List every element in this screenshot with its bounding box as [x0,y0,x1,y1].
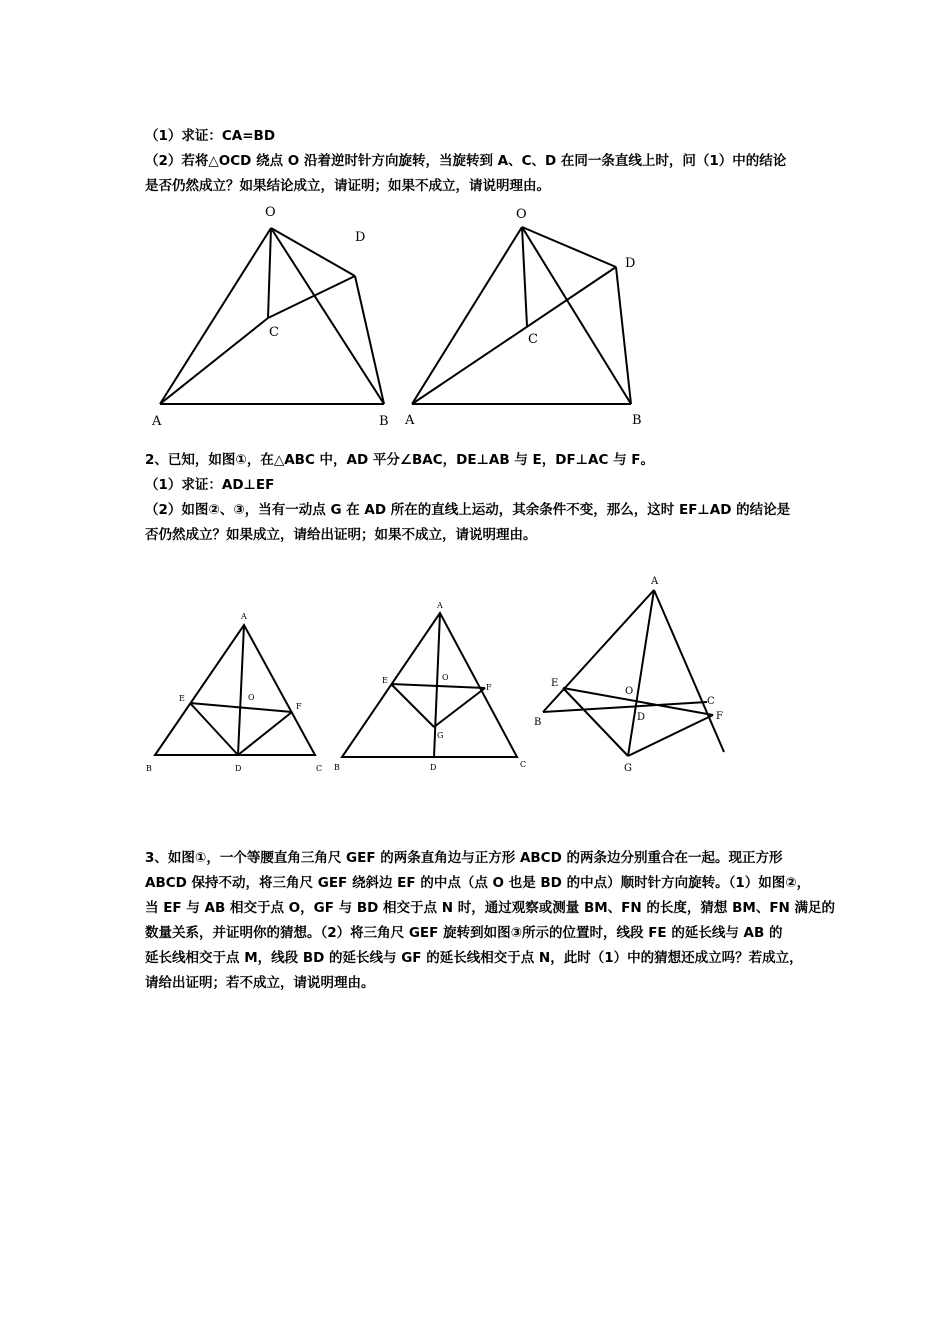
problem2-q2-line1: （2）如图②、③，当有一动点 G 在 AD 所在的直线上运动，其余条件不变，那么，这时 EF⊥AD 的结论是 [145,502,791,518]
label-d: D [235,764,242,773]
label-e: E [382,676,388,685]
segment-od [271,228,355,276]
segment-oc [522,227,527,326]
problem3-line6: 请给出证明；若不成立，请说明理由。 [145,975,375,991]
segment-gf [434,688,485,727]
label-o: O [442,673,449,682]
label-a: A [437,601,443,610]
segment-db [355,276,384,404]
label-b: B [534,717,542,728]
segment-od [522,227,616,267]
label-a: A [241,612,247,621]
label-o: O [516,207,527,222]
figure-1a [140,200,400,435]
problem3-line5: 延长线相交于点 M，线段 BD 的延长线与 GF 的延长线相交于点 N，此时（1）中的猜想还成立吗？若成立， [145,950,803,966]
label-o: O [625,686,634,697]
problem3-line4: 数量关系，并证明你的猜想。（2）将三角尺 GEF 旋转到如图③所示的位置时，线段 FE 的延长线与 AB 的 [145,925,783,941]
label-a: A [651,576,659,587]
label-g: G [624,763,632,774]
triangle-abc [155,625,315,755]
segment-ao [160,228,271,404]
label-c: C [269,325,279,340]
label-e: E [179,694,185,703]
segment-acd [412,267,616,404]
label-d: D [355,230,366,245]
label-f: F [296,702,302,711]
label-f: F [716,711,723,722]
label-o: O [248,693,255,702]
problem2-q2-line2: 否仍然成立？如果成立，请给出证明；如果不成立，请说明理由。 [145,527,537,543]
segment-ac-extended [654,590,724,752]
label-c: C [316,764,323,773]
label-g: G [437,731,444,740]
figure-2a [140,605,340,775]
segment-df [238,712,292,755]
problem3-line2: ABCD 保持不动，将三角尺 GEF 绕斜边 EF 的中点（点 O 也是 BD 的中点）顺时针方向旋转。（1）如图②， [145,875,811,891]
label-c: C [520,760,527,769]
label-a: A [152,414,162,429]
label-a: A [405,413,415,428]
problem3-line1: 3、如图①，一个等腰直角三角尺 GEF 的两条直角边与正方形 ABCD 的两条边分别重合在一起。现正方形 [145,850,783,866]
problem3-line3: 当 EF 与 AB 相交于点 O，GF 与 BD 相交于点 N 时，通过观察或测量 BM、FN 的长度，猜想 BM、FN 满足的 [145,900,836,916]
problem2-intro: 2、已知，如图①，在△ABC 中，AD 平分∠BAC，DE⊥AB 与 E，DF⊥AC 与 F。 [145,452,655,468]
figure-1b [400,200,660,435]
label-c: C [707,696,715,707]
label-b: B [632,413,642,428]
segment-ob [522,227,631,404]
label-f: F [486,683,492,692]
problem1-q2-line1: （2）若将△OCD 绕点 O 沿着逆时针方向旋转，当旋转到 A、C、D 在同一条直线上时，问（1）中的结论 [145,153,787,169]
segment-ob [271,228,384,404]
label-b: B [334,763,340,772]
figure-2c [525,570,740,775]
label-c: C [528,332,538,347]
figure-2b [330,595,540,775]
label-d: D [430,763,437,772]
segment-ad [238,625,244,755]
segment-cd [268,276,355,318]
label-b: B [379,414,389,429]
label-d: D [637,712,646,723]
problem2-q1: （1）求证：AD⊥EF [145,477,275,493]
problem1-q1: （1）求证：CA=BD [145,128,276,144]
segment-ac [160,318,268,404]
segment-ao [412,227,522,404]
segment-de [190,703,238,755]
segment-eg [391,684,434,727]
label-d: D [625,256,636,271]
label-o: O [265,205,276,220]
label-b: B [146,764,152,773]
problem1-q2-line2: 是否仍然成立？如果结论成立，请证明；如果不成立，请说明理由。 [145,178,550,194]
segment-oc [268,228,271,318]
label-e: E [551,678,559,689]
